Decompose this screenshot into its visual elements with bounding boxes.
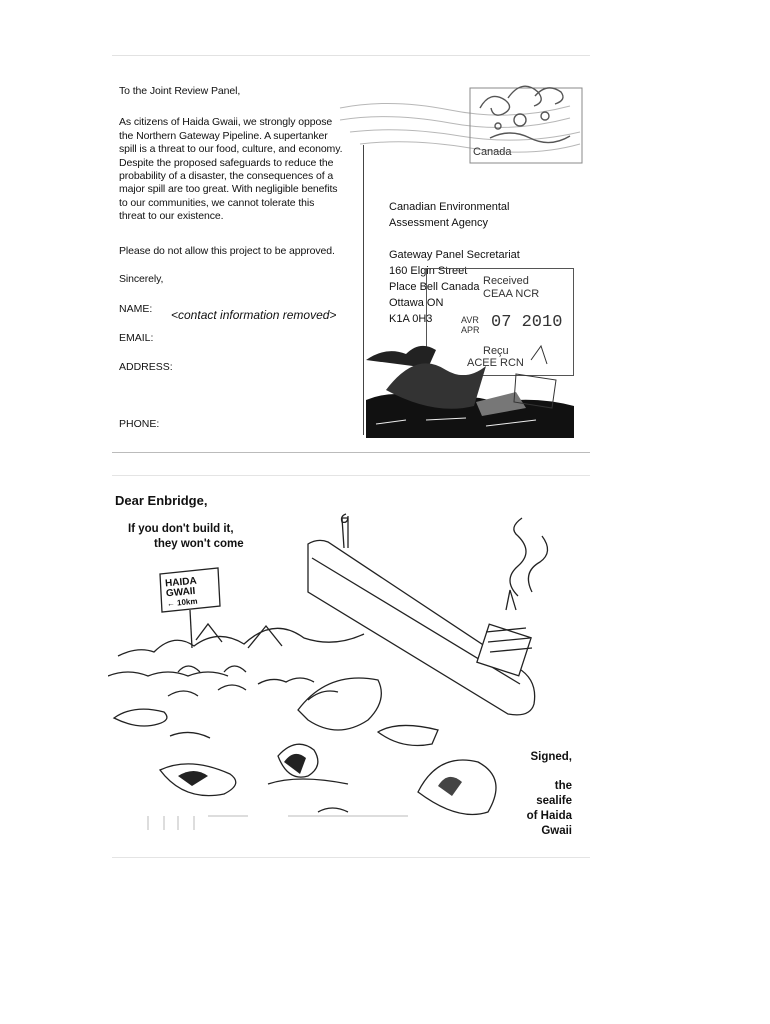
- message-line: the Northern Gateway Pipeline. A supertanker: [119, 129, 328, 142]
- signed-line: sealife: [536, 795, 572, 807]
- cartoon-card-bottom-edge: [112, 857, 590, 858]
- ceaa-label: CEAA NCR: [483, 288, 540, 300]
- message-line: probability of a disaster, the consequences of a: [119, 170, 334, 183]
- address-label: ADDRESS:: [119, 361, 173, 373]
- postal-line: K1A 0H3: [389, 313, 433, 325]
- building-line: Place Bell Canada: [389, 281, 480, 293]
- month-fr: AVR: [461, 315, 479, 325]
- signed-line: Gwaii: [541, 825, 572, 837]
- cartoon-greeting: Dear Enbridge,: [115, 493, 208, 508]
- postcard-bottom-edge: [112, 452, 590, 453]
- received-label: Received: [483, 275, 529, 287]
- recu-label: Reçu: [483, 345, 509, 357]
- sign-text: [165, 577, 199, 610]
- email-label: EMAIL:: [119, 332, 154, 344]
- sign-line-3: ← 10km: [166, 596, 198, 609]
- postmark-graphic: [330, 68, 590, 173]
- signed-block: [500, 750, 572, 839]
- agency-line2: Assessment Agency: [389, 217, 489, 229]
- salutation: To the Joint Review Panel,: [119, 85, 241, 97]
- month-en: APR: [461, 325, 480, 335]
- sign-line-1: HAIDA: [164, 575, 198, 590]
- message-line: spill is a threat to our food, culture, and economy.: [119, 143, 343, 156]
- agency-line1: Canadian Environmental: [389, 201, 510, 213]
- cartoon-tagline-2: they won't come: [154, 538, 244, 550]
- sign-line-2: GWAII: [165, 585, 196, 600]
- stamp-country: Canada: [473, 146, 512, 158]
- message-block: [119, 85, 364, 224]
- street-line: 160 Elgin Street: [389, 265, 468, 277]
- signed-line: Signed,: [530, 751, 572, 763]
- acee-label: ACEE RCN: [467, 357, 524, 369]
- city-line: Ottawa ON: [389, 297, 444, 309]
- stamp-date: 07 2010: [491, 313, 563, 332]
- cartoon-tagline-1: If you don't build it,: [128, 523, 234, 535]
- cartoon-card-top-edge: [112, 475, 590, 476]
- closing-text: Sincerely,: [119, 273, 164, 285]
- message-line: Despite the proposed safeguards to reduce the: [119, 156, 334, 169]
- message-line: threat to our existence.: [119, 210, 224, 223]
- phone-label: PHONE:: [119, 418, 160, 430]
- message-line: As citizens of Haida Gwaii, we strongly oppose: [119, 116, 333, 129]
- postcard-top-edge: [112, 55, 590, 56]
- name-label: NAME:: [119, 303, 153, 315]
- request-text: Please do not allow this project to be approved.: [119, 245, 335, 257]
- signed-line: the: [554, 780, 572, 792]
- message-line: major spill are too great. With negligible benefits: [119, 183, 338, 196]
- spill-illustration: [366, 330, 574, 438]
- dept-line: Gateway Panel Secretariat: [389, 249, 520, 261]
- sealife-drawings: [114, 666, 496, 815]
- signed-line: of Haida: [526, 810, 572, 822]
- message-line: to our communities, we cannot tolerate this: [119, 196, 315, 209]
- redaction-note: <contact information removed>: [171, 308, 337, 322]
